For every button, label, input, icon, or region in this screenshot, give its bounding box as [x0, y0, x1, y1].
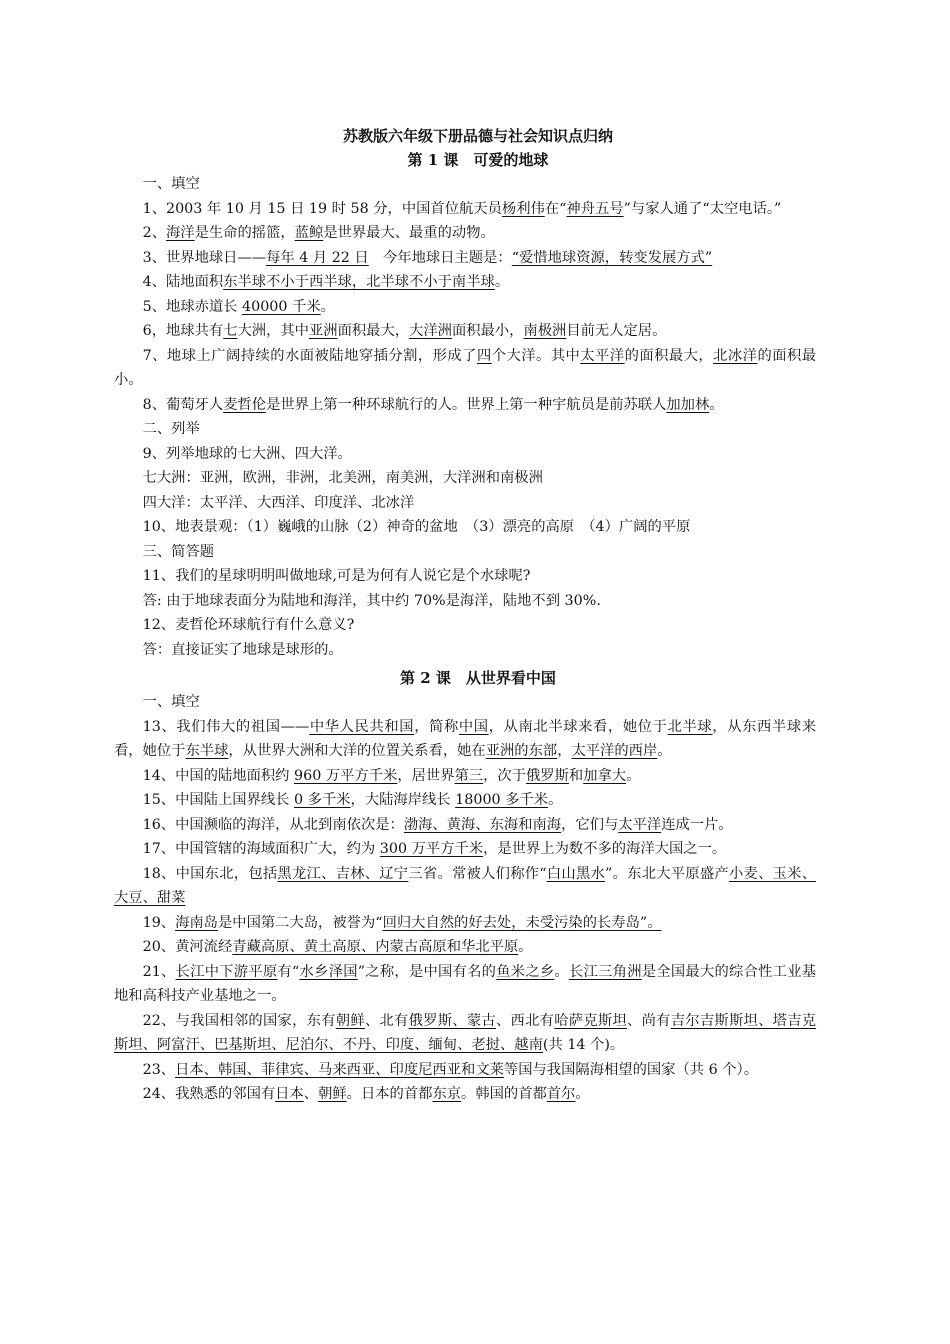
- text-run: 。: [575, 1086, 590, 1102]
- text-run: ”之称，是中国有名的: [357, 963, 497, 980]
- paragraph: [114, 417, 816, 442]
- text-run: 个大洋。其中: [491, 347, 581, 364]
- text-run: 。: [709, 396, 724, 413]
- text-run: 一、填空: [142, 694, 200, 710]
- underlined-answer: 加加林: [666, 396, 710, 413]
- underlined-answer: 海洋: [166, 225, 195, 241]
- text-run: 。: [554, 963, 569, 980]
- text-run: ，从南北半球来看，她位于: [488, 718, 668, 735]
- paragraph: [114, 344, 816, 393]
- paragraph: [114, 613, 816, 638]
- text-run: 8、葡萄牙人: [142, 396, 224, 413]
- text-run: 一、填空: [142, 176, 200, 192]
- text-run: ，大陆海岸线长: [350, 792, 456, 808]
- paragraph: [114, 1058, 816, 1083]
- underlined-answer: 回归大自然的好去处，未受污染的长寿岛”。: [382, 914, 662, 931]
- underlined-answer: 吉尔吉斯斯坦、塔吉克斯坦、阿富汗、巴基斯坦、尼泊尔、不丹、印度、缅甸、老挝、越南: [114, 1012, 817, 1053]
- paragraph: [114, 491, 816, 516]
- underlined-answer: 渤海、黄海、东海和南海: [403, 816, 562, 833]
- underlined-answer: 青藏高原、黄土高原、内蒙古高原和华北平原: [232, 939, 519, 955]
- underlined-answer: “爱惜地球资源，转变发展方式”: [511, 249, 713, 266]
- text-run: 的面积最大，: [624, 347, 714, 364]
- text-run: ”与家人通了“太空电话。”: [623, 200, 782, 217]
- text-run: 4、陆地面积: [142, 274, 224, 290]
- paragraph: [114, 1082, 816, 1107]
- text-run: 16、中国濒临的海洋，从北到南依次是：: [142, 816, 404, 833]
- text-run: 5、地球赤道长: [142, 298, 243, 315]
- text-run: ，次于: [483, 767, 527, 784]
- underlined-answer: 东半球: [185, 743, 229, 759]
- text-run: 7、地球上广阔持续的水面被陆地穿插分割，形成了: [142, 347, 477, 364]
- text-run: 。日本的首都: [346, 1086, 433, 1102]
- text-run: 等国与我国隔海相望的国家（共 6 个）。: [503, 1061, 759, 1078]
- text-run: 12、麦哲伦环球航行有什么意义?: [142, 617, 355, 633]
- text-run: 11、我们的星球明明叫做地球,可是为何有人说它是个水球呢?: [142, 568, 531, 584]
- underlined-answer: 黑龙江、吉林、辽宁: [277, 865, 409, 882]
- text-run: 是生命的摇篮，: [194, 225, 295, 241]
- underlined-answer: 俄罗斯: [526, 767, 569, 784]
- lesson-1-body: [114, 172, 816, 662]
- underlined-answer: 朝鲜: [335, 1012, 365, 1029]
- underlined-answer: 每年 4 月 22 日: [266, 249, 369, 266]
- paragraph: [114, 197, 816, 222]
- text-run: 。: [494, 274, 510, 290]
- lesson-2-body: [114, 690, 816, 1107]
- underlined-answer: 麦哲伦: [223, 396, 267, 413]
- underlined-answer: 七: [223, 323, 238, 339]
- paragraph: [114, 690, 816, 715]
- lesson-1-title: 第 1 课 可爱的地球: [407, 151, 549, 169]
- text-run: 答：直接证实了地球是球形的。: [142, 641, 343, 658]
- text-run: 答: 由于地球表面分为陆地和海洋，其中约 70%是海洋，陆地不到 30%.: [142, 592, 601, 609]
- paragraph: [114, 295, 816, 320]
- underlined-answer: 朝鲜: [318, 1086, 347, 1102]
- text-run: 是中国第二大岛，被誉为“: [217, 914, 383, 931]
- paragraph: [114, 764, 816, 789]
- text-run: 大洲，其中: [237, 323, 309, 339]
- lesson-2-title: 第 2 课 从世界看中国: [400, 669, 556, 687]
- paragraph: [114, 172, 816, 197]
- document-title: 苏教版六年级下册品德与社会知识点归纳: [342, 127, 613, 145]
- paragraph: [114, 1009, 816, 1058]
- underlined-answer: 960 万平方千米: [294, 767, 398, 784]
- text-run: 七大洲：亚洲，欧洲，非洲，北美洲，南美洲，大洋洲和南极洲: [142, 470, 543, 486]
- text-run: 21、: [142, 963, 176, 980]
- paragraph: [114, 837, 816, 862]
- text-run: 。: [518, 939, 533, 955]
- text-run: 有“: [277, 963, 300, 980]
- text-run: 。韩国的首都: [461, 1086, 547, 1102]
- paragraph: [114, 862, 816, 911]
- text-run: 和: [568, 767, 584, 784]
- text-run: 三省。常被人们称作“: [408, 865, 547, 882]
- text-run: 1、2003 年 10 月 15 日 19 时 58 分，中国首位航天员: [142, 200, 502, 217]
- text-run: ，从东西半球来看，她位于: [114, 718, 817, 759]
- document-page: [114, 124, 816, 1107]
- underlined-answer: 亚洲的东部: [485, 743, 558, 759]
- underlined-answer: 哈萨克斯坦: [554, 1012, 628, 1029]
- text-run: (共 14 个)。: [542, 1037, 625, 1053]
- text-run: 20、黄河流经: [142, 939, 233, 955]
- underlined-answer: 太平洋: [618, 816, 662, 833]
- paragraph: [114, 911, 816, 936]
- text-run: 面积最大，: [337, 323, 410, 339]
- paragraph: [114, 442, 816, 467]
- underlined-answer: 长江中下游平原: [175, 963, 278, 980]
- underlined-answer: 北半球: [667, 718, 713, 735]
- text-run: 19、: [142, 914, 176, 931]
- paragraph: [114, 319, 816, 344]
- text-run: 、尚有: [627, 1012, 671, 1029]
- text-run: 、北有: [364, 1012, 409, 1029]
- underlined-answer: 太平洋: [580, 347, 625, 364]
- paragraph: [114, 246, 816, 271]
- underlined-answer: 俄罗斯、蒙古: [408, 1012, 496, 1029]
- text-run: 24、我熟悉的邻国有: [142, 1086, 276, 1102]
- paragraph: [114, 589, 816, 614]
- paragraph: [114, 788, 816, 813]
- text-run: 是世界上第一种环球航行的人。世界上第一种宇航员是前苏联人: [266, 396, 667, 413]
- underlined-answer: 日本、韩国、菲律宾、马来西亚、印度尼西亚和文莱: [175, 1061, 504, 1078]
- underlined-answer: 40000 千米: [242, 298, 321, 315]
- underlined-answer: 0 多千米: [294, 792, 351, 808]
- text-run: ，是世界上为数不多的海洋大国之一。: [483, 841, 727, 857]
- underlined-answer: 四: [476, 347, 492, 364]
- paragraph: [114, 935, 816, 960]
- text-run: 。: [626, 767, 641, 784]
- paragraph: [114, 564, 816, 589]
- underlined-answer: 杨利伟: [501, 200, 545, 217]
- underlined-answer: 亚洲: [308, 323, 338, 339]
- text-run: 9、列举地球的七大洲、四大洋。: [142, 445, 352, 462]
- text-run: 23、: [142, 1061, 176, 1078]
- text-run: 10、地表景观：（1）巍峨的山脉（2）神奇的盆地 （3）漂亮的高原 （4）广阔的平原: [142, 519, 691, 535]
- text-run: 15、中国陆上国界线长: [142, 792, 295, 808]
- underlined-answer: 中华人民共和国: [309, 718, 415, 735]
- paragraph: [114, 393, 816, 418]
- text-run: ，简称: [414, 718, 459, 735]
- text-run: 三、简答题: [142, 543, 215, 560]
- text-run: 连成一片。: [661, 816, 733, 833]
- paragraph: [114, 715, 816, 764]
- underlined-answer: 第三: [454, 767, 484, 784]
- text-run: 是世界最大、最重的动物。: [323, 225, 495, 241]
- text-run: 14、中国的陆地面积约: [142, 767, 295, 784]
- underlined-answer: 东半球不小于西半球，北半球不小于南半球: [223, 274, 495, 290]
- paragraph: [114, 638, 816, 663]
- paragraph: [114, 960, 816, 1009]
- paragraph: [114, 813, 816, 838]
- underlined-answer: 18000 多千米: [455, 792, 549, 808]
- text-run: 。: [548, 792, 563, 808]
- underlined-answer: 300 万平方千米: [379, 841, 484, 857]
- text-run: 22、与我国相邻的国家，东有: [142, 1012, 336, 1029]
- text-run: 17、中国管辖的海域面积广大，约为: [142, 841, 380, 857]
- text-run: ，它们与: [561, 816, 619, 833]
- text-run: 二、列举: [142, 421, 200, 437]
- paragraph: [114, 540, 816, 565]
- underlined-answer: 水乡泽国: [299, 963, 358, 980]
- underlined-answer: 首尔: [546, 1086, 576, 1102]
- underlined-answer: 鱼米之乡: [496, 963, 555, 980]
- underlined-answer: 蓝鲸: [294, 225, 324, 241]
- underlined-answer: 南极洲: [523, 323, 567, 339]
- text-run: ，: [557, 743, 572, 759]
- text-run: 的面积最小。: [114, 347, 817, 388]
- underlined-answer: 小麦、玉米、大豆、甜菜: [114, 865, 817, 906]
- text-run: 、: [303, 1086, 319, 1102]
- underlined-answer: 太平洋的西岸: [571, 743, 658, 759]
- text-run: 四大洋：太平洋、大西洋、印度洋、北冰洋: [142, 494, 415, 511]
- text-run: 3、世界地球日——: [142, 249, 267, 266]
- underlined-answer: 神舟五号: [566, 200, 624, 217]
- paragraph: [114, 515, 816, 540]
- text-run: ，从世界大洲和大洋的位置关系看，她在: [228, 743, 486, 759]
- underlined-answer: 东京: [432, 1086, 462, 1102]
- underlined-answer: 日本: [275, 1086, 304, 1102]
- text-run: 18、中国东北，包括: [142, 865, 278, 882]
- paragraph: [114, 221, 816, 246]
- underlined-answer: 大洋洲: [409, 323, 452, 339]
- text-run: 。: [657, 743, 672, 759]
- underlined-answer: 白山黑水: [546, 865, 606, 882]
- paragraph: [114, 466, 816, 491]
- text-run: 在“: [544, 200, 567, 217]
- paragraph: [114, 270, 816, 295]
- text-run: ”。东北大平原盛产: [605, 865, 729, 882]
- text-run: 13、我们伟大的祖国——: [142, 718, 310, 735]
- underlined-answer: 中国: [458, 718, 489, 735]
- text-run: 今年地球日主题是：: [368, 249, 512, 266]
- text-run: 、西北有: [495, 1012, 555, 1029]
- text-run: 2、: [142, 225, 166, 241]
- text-run: 是全国最大的综合性工业基地和高科技产业基地之一。: [114, 963, 817, 1004]
- underlined-answer: 海南岛: [175, 914, 218, 931]
- underlined-answer: 北冰洋: [713, 347, 758, 364]
- text-run: 面积最小，: [451, 323, 524, 339]
- text-run: 6，地球共有: [142, 323, 224, 339]
- text-run: 目前无人定居。: [566, 323, 667, 339]
- text-run: 。: [320, 298, 335, 315]
- underlined-answer: 加拿大: [583, 767, 627, 784]
- text-run: ，居世界: [397, 767, 455, 784]
- underlined-answer: 长江三角洲: [569, 963, 642, 980]
